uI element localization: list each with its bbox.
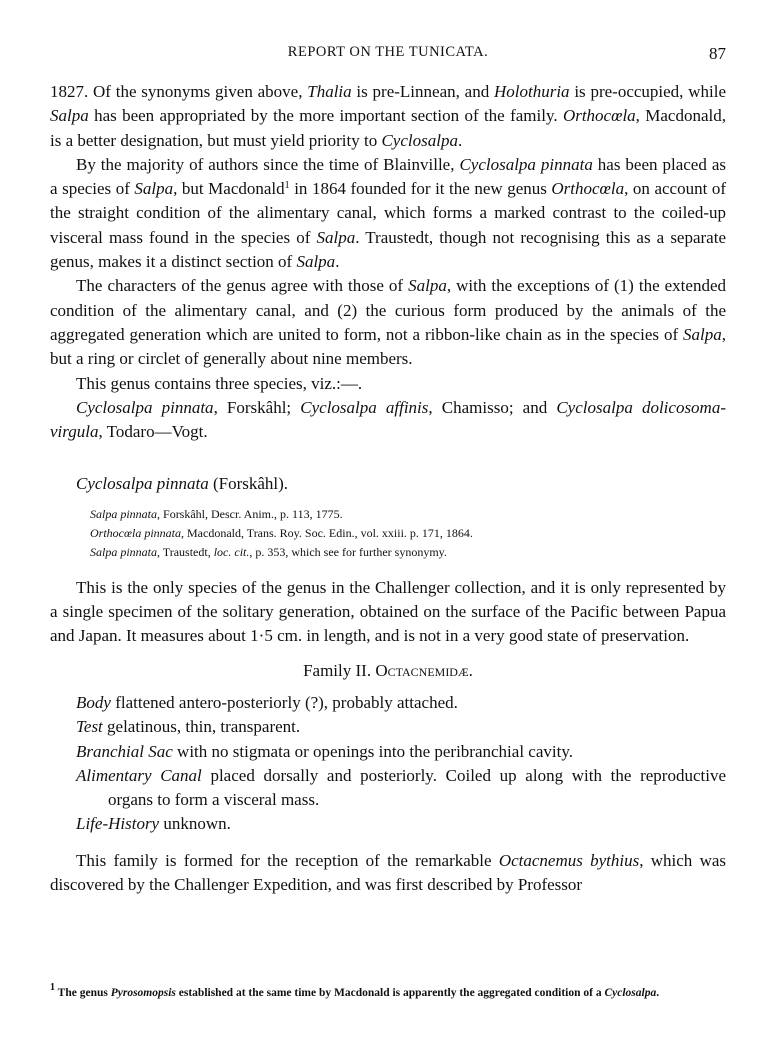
species-description: This is the only species of the genus in the Challenger collection, and it is only represented by a single specimen of the solitary generation, obtained on the surface of the Pacific between Papua and Japan. It measures about 1·5 cm. in length, and is not in a very good state of preservation. bbox=[50, 577, 726, 646]
paragraph-family-intro: This family is formed for the reception of the remarkable Octacnemus bythius, which was discovered by the Challenger Expedition, and was first described by Professor bbox=[50, 850, 727, 895]
diagnosis-item: Test gelatinous, thin, transparent. bbox=[76, 717, 301, 737]
family-diagnosis bbox=[50, 691, 726, 837]
family-heading: Family II. Octacnemidæ. bbox=[303, 660, 473, 680]
footnote-reference: 1 bbox=[284, 180, 290, 192]
paragraph-synonyms: 1827. Of the synonyms given above, Thalia is pre-Linnean, and Holothuria is pre-occupied, while Salpa has been appropriated by the more important section of the family. Orthocœla, Macdonald, is a better designation, but must yield priority to Cyclosalpa. bbox=[50, 82, 726, 150]
body-text bbox=[50, 80, 726, 897]
synonymy-entry: Salpa pinnata, Traustedt, loc. cit., p. 353, which see for further synonymy. bbox=[90, 544, 447, 559]
paragraph-species-list: Cyclosalpa pinnata, Forskâhl; Cyclosalpa affinis, Chamisso; and Cyclosalpa dolicosoma-virgula, Todaro—Vogt. bbox=[50, 397, 726, 442]
footnote-mark: 1 bbox=[50, 982, 55, 993]
diagnosis-item: Branchial Sac with no stigmata or openings into the peribranchial cavity. bbox=[76, 741, 573, 761]
synonymy-list bbox=[90, 505, 726, 562]
synonymy-entry: Salpa pinnata, Forskâhl, Descr. Anim., p. 113, 1775. bbox=[90, 506, 343, 521]
paragraph-species-count: This genus contains three species, viz.:—. bbox=[76, 373, 363, 393]
page-number: 87 bbox=[709, 44, 726, 63]
paragraph-history: By the majority of authors since the time of Blainville, Cyclosalpa pinnata has been placed as a species of Salpa, but Macdonald$^1$ in 1864 founded for it the new genus Orthocœla, on account of the straight condition of the alimentary canal, which forms a marked contrast to the coiled-up visceral mass found in the species of Salpa. Traustedt, though not recognising this as a separate genus, makes it a distinct section of Salpa. bbox=[50, 154, 726, 272]
synonymy-entry: Orthocœla pinnata, Macdonald, Trans. Roy. Soc. Edin., vol. xxiii. p. 171, 1864. bbox=[90, 525, 473, 540]
page-header bbox=[50, 44, 726, 68]
paragraph-characters: The characters of the genus agree with those of Salpa, with the exceptions of (1) the extended condition of the alimentary canal, and (2) the curious form produced by the animals of the aggregated generation which are united to form, not a ribbon-like chain as in the species of Salpa, but a ring or circlet of generally about nine members. bbox=[50, 276, 726, 369]
diagnosis-item: Alimentary Canal placed dorsally and posteriorly. Coiled up along with the reproductive organs to form a visceral mass. bbox=[76, 765, 726, 810]
diagnosis-item: Body flattened antero-posteriorly (?), probably attached. bbox=[76, 692, 458, 712]
footnote: $^1$ The genus Pyrosomopsis established at the same time by Macdonald is apparently the aggregated condition of a Cyclosalpa. bbox=[50, 982, 660, 999]
running-title: REPORT ON THE TUNICATA. bbox=[287, 44, 489, 60]
species-heading: Cyclosalpa pinnata (Forskâhl). bbox=[76, 474, 289, 494]
diagnosis-item: Life-History unknown. bbox=[76, 814, 231, 834]
